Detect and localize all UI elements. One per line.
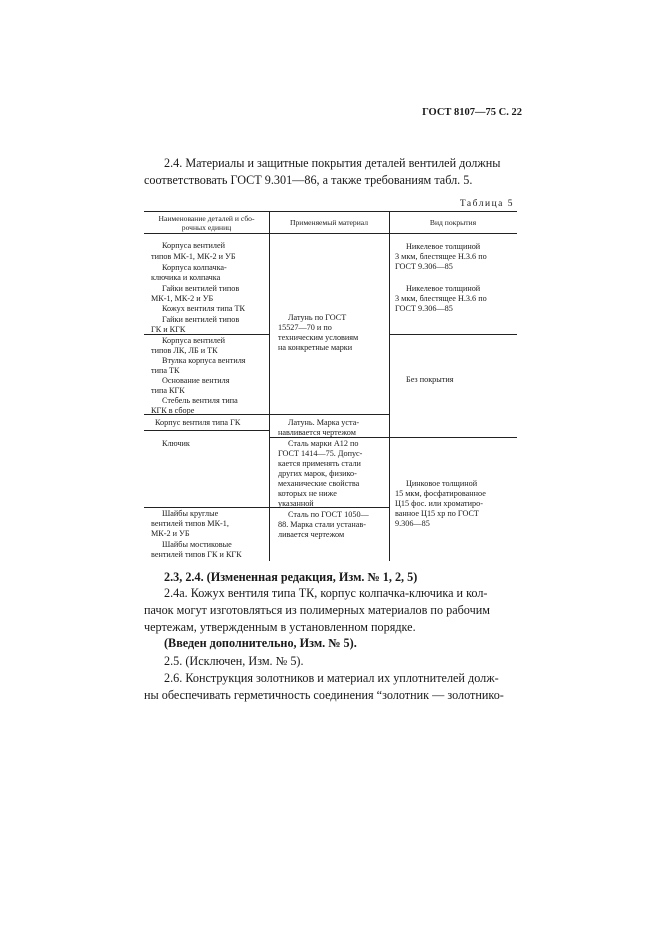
col1-line: Втулка корпуса вентиля bbox=[162, 356, 246, 365]
table-col-divider-1 bbox=[269, 211, 270, 561]
col1-line: Ключик bbox=[162, 439, 190, 448]
col3-line: 3 мкм, блестящее Н.3.6 по bbox=[395, 294, 487, 303]
col2-line: 88. Марка стали устанав- bbox=[278, 520, 367, 529]
col1-line: типа КГК bbox=[151, 386, 185, 395]
col2-line: механические свойства bbox=[278, 479, 360, 488]
col1-line: Гайки вентилей типов bbox=[162, 315, 240, 324]
col3-line: ГОСТ 9.306—85 bbox=[395, 262, 453, 271]
table-header-col1-line1: Наименование деталей и сбо- bbox=[158, 214, 255, 223]
paragraph-2-6-line-2: ны обеспечивать герметичность соединения “золотник — золотнико- bbox=[144, 688, 504, 702]
col3-line: ванное Ц15 хр по ГОСТ bbox=[395, 509, 479, 518]
col1-line: Корпуса колпачка- bbox=[162, 263, 227, 272]
col3-line: Цинковое толщиной bbox=[406, 479, 478, 488]
col1-line: Корпуса вентилей bbox=[162, 336, 226, 345]
col1-line: МК-1, МК-2 и УБ bbox=[151, 294, 214, 303]
col2-line: техническим условиям bbox=[278, 333, 359, 342]
col1-line: Гайки вентилей типов bbox=[162, 284, 240, 293]
col1-line: ГК и КГК bbox=[151, 325, 186, 334]
col2-line: Латунь по ГОСТ bbox=[288, 313, 347, 322]
col2-line: Сталь по ГОСТ 1050— bbox=[288, 510, 369, 519]
col1-line: КГК в сборе bbox=[151, 406, 195, 415]
paragraph-2-4a-line-3: чертежам, утвержденным в установленном порядке. bbox=[144, 620, 416, 634]
table-rule-row4 bbox=[144, 507, 389, 508]
col1-line: типов МК-1, МК-2 и УБ bbox=[151, 252, 236, 261]
col1-line: вентилей типов ГК и КГК bbox=[151, 550, 242, 559]
col1-line: Стебель вентиля типа bbox=[162, 396, 238, 405]
col2-line: ливается чертежом bbox=[278, 530, 345, 539]
col3-line: 15 мкм, фосфатированное bbox=[395, 489, 486, 498]
col3-line: Ц15 фос. или хроматиро- bbox=[395, 499, 483, 508]
col1-line: вентилей типов МК-1, bbox=[151, 519, 229, 528]
paragraph-2-4a-line-2: пачок могут изготовляться из полимерных материалов по рабочим bbox=[144, 603, 490, 617]
col3-line: Никелевое толщиной bbox=[406, 242, 481, 251]
paragraph-2-6-line-1: 2.6. Конструкция золотников и материал их уплотнителей долж- bbox=[164, 671, 499, 685]
col3-line: Никелевое толщиной bbox=[406, 284, 481, 293]
table-header-col3: Вид покрытия bbox=[429, 218, 477, 227]
table-header-col2: Применяемый материал bbox=[289, 218, 369, 227]
col1-line: типа ТК bbox=[151, 366, 180, 375]
table-rule-col3-row1 bbox=[389, 334, 517, 335]
amendment-note-added: (Введен дополнительно, Изм. № 5). bbox=[164, 636, 357, 650]
col3-line: ГОСТ 9.306—85 bbox=[395, 304, 453, 313]
table-label: Таблица 5 bbox=[459, 199, 514, 209]
col1-line: Шайбы мостиковые bbox=[162, 540, 232, 549]
col1-line: Шайбы круглые bbox=[162, 509, 219, 518]
intro-line-1: 2.4. Материалы и защитные покрытия деталей вентилей должны bbox=[164, 156, 501, 170]
col2-line: ГОСТ 1414—75. Допус- bbox=[278, 449, 363, 458]
col1-line: Корпус вентиля типа ГК bbox=[155, 418, 241, 427]
paragraph-2-5: 2.5. (Исключен, Изм. № 5). bbox=[164, 654, 304, 668]
table-top-rule bbox=[144, 211, 517, 212]
col1-line: типов ЛК, ЛБ и ТК bbox=[151, 346, 218, 355]
col3-line: 3 мкм, блестящее Н.3.6 по bbox=[395, 252, 487, 261]
col1-line: Кожух вентиля типа ТК bbox=[162, 304, 246, 313]
table-rule-col1-row3 bbox=[144, 430, 269, 431]
intro-line-2: соответствовать ГОСТ 9.301—86, а также требованиям табл. 5. bbox=[144, 173, 473, 187]
col2-line: навливается чертежом bbox=[278, 428, 356, 437]
col1-line: МК-2 и УБ bbox=[151, 529, 190, 538]
table-header-rule bbox=[144, 233, 517, 234]
col2-line: кается применять стали bbox=[278, 459, 361, 468]
table-header-col1-line2: рочных единиц bbox=[181, 223, 232, 232]
col2-line: которых не ниже bbox=[278, 489, 337, 498]
col3-line: 9.306—85 bbox=[395, 519, 430, 528]
paragraph-2-4a-line-1: 2.4а. Кожух вентиля типа ТК, корпус колпачка-ключика и кол- bbox=[164, 586, 488, 600]
col2-line: других марок, физико- bbox=[278, 469, 357, 478]
col2-line: 15527—70 и по bbox=[278, 323, 332, 332]
col2-line: на конкретные марки bbox=[278, 343, 353, 352]
table-col-divider-2 bbox=[389, 211, 390, 561]
col2-line: Сталь марки А12 по bbox=[288, 439, 359, 448]
col1-line: Основание вентиля bbox=[162, 376, 230, 385]
col1-line: Корпуса вентилей bbox=[162, 241, 226, 250]
col2-line: указанной bbox=[278, 499, 314, 508]
col2-line: Латунь. Марка уста- bbox=[288, 418, 360, 427]
col1-line: ключика и колпачка bbox=[151, 273, 221, 282]
amendment-note-2-3-2-4: 2.3, 2.4. (Измененная редакция, Изм. № 1, 2, 5) bbox=[164, 570, 418, 584]
col3-line: Без покрытия bbox=[406, 375, 454, 384]
page-header-doc-ref: ГОСТ 8107—75 С. 22 bbox=[422, 107, 522, 118]
